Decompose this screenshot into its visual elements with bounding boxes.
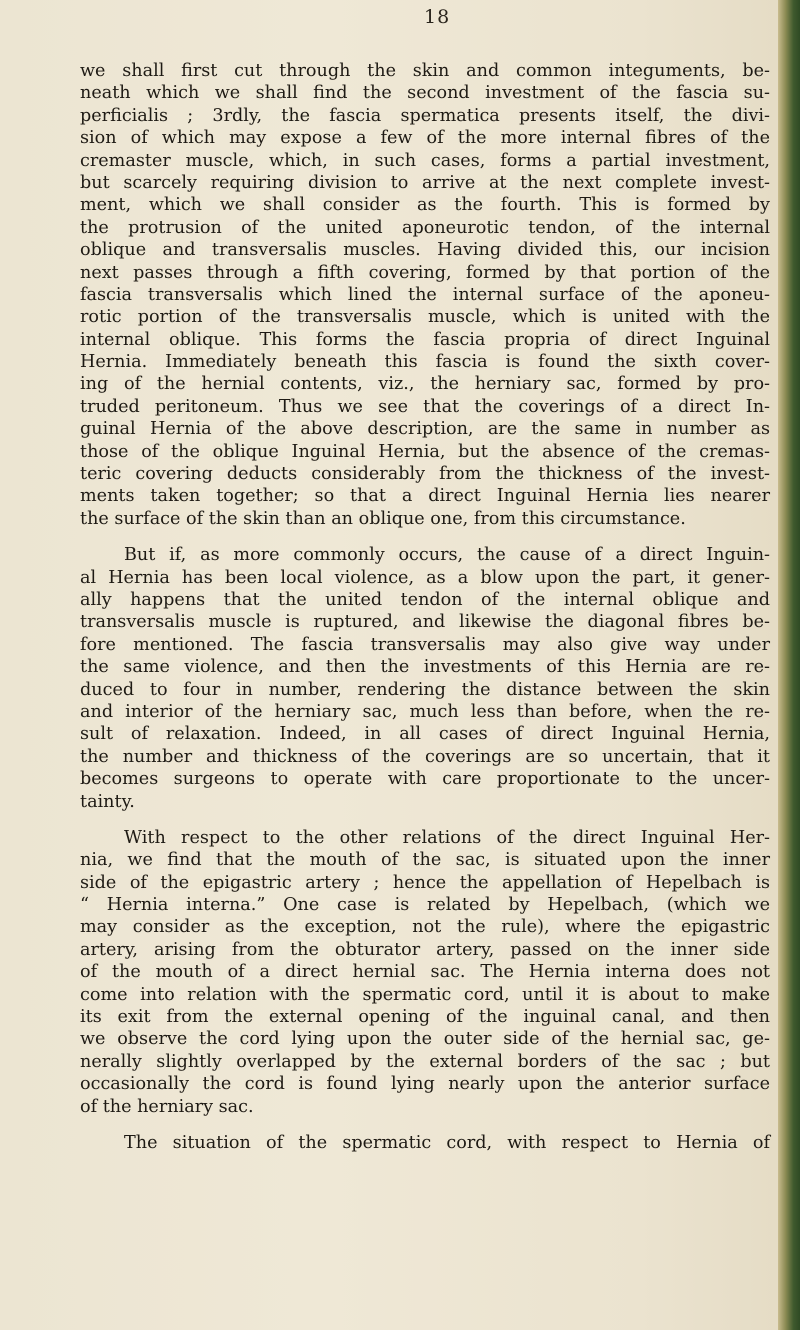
text-line: Hernia. Immediately beneath this fascia is found the sixth cover-	[80, 352, 770, 373]
text-line: With respect to the other relations of the direct Inguinal Her-	[124, 827, 770, 848]
text-line: and interior of the herniary sac, much less than before, when the re-	[80, 701, 770, 722]
paragraph-3	[80, 827, 770, 1118]
text-line: side of the epigastric artery ; hence the appellation of Hepelbach is	[80, 872, 770, 893]
text-line: transversalis muscle is ruptured, and likewise the diagonal fibres be-	[80, 612, 770, 633]
text-line: we observe the cord lying upon the outer side of the hernial sac, ge-	[80, 1029, 770, 1050]
text-line: oblique and transversalis muscles. Having divided this, our incision	[80, 240, 770, 261]
text-line: the same violence, and then the investments of this Hernia are re-	[80, 657, 770, 678]
text-line: neath which we shall find the second investment of the fascia su-	[80, 83, 770, 104]
text-line: ing of the hernial contents, viz., the herniary sac, formed by pro-	[80, 374, 770, 395]
paragraph-2	[80, 544, 770, 813]
text-line: its exit from the external opening of the inguinal canal, and then	[80, 1007, 770, 1028]
text-line: fore mentioned. The fascia transversalis may also give way under	[80, 634, 770, 655]
paragraph-4	[80, 1132, 770, 1154]
text-line: ment, which we shall consider as the fourth. This is formed by	[80, 195, 770, 216]
text-line: sult of relaxation. Indeed, in all cases of direct Inguinal Hernia,	[80, 724, 770, 745]
text-line: teric covering deducts considerably from the thickness of the invest-	[80, 464, 770, 485]
page-number: 18	[424, 6, 451, 28]
text-line: of the herniary sac.	[80, 1096, 254, 1117]
text-line: next passes through a fifth covering, formed by that portion of the	[80, 262, 770, 283]
text-line: rotic portion of the transversalis muscle, which is united with the	[80, 307, 770, 328]
paragraph-1	[80, 60, 770, 530]
text-line: we shall first cut through the skin and common integuments, be-	[80, 61, 770, 81]
text-line: The situation of the spermatic cord, with respect to Hernia of	[124, 1132, 770, 1153]
text-line: tainty.	[80, 791, 135, 812]
text-line: nerally slightly overlapped by the external borders of the sac ; but	[80, 1051, 770, 1072]
text-line: nia, we find that the mouth of the sac, is situated upon the inner	[80, 850, 770, 871]
text-line: guinal Hernia of the above description, are the same in number as	[80, 419, 770, 440]
body-text	[80, 60, 770, 1154]
text-line: perficialis ; 3rdly, the fascia spermatica presents itself, the divi-	[80, 105, 770, 126]
text-line: becomes surgeons to operate with care proportionate to the uncer-	[80, 769, 770, 790]
text-line: artery, arising from the obturator artery, passed on the inner side	[80, 939, 770, 960]
text-line: but scarcely requiring division to arrive at the next complete invest-	[80, 172, 770, 193]
text-line: ally happens that the united tendon of the internal oblique and	[80, 589, 770, 610]
text-line: may consider as the exception, not the rule), where the epigastric	[80, 917, 770, 938]
text-line: ments taken together; so that a direct Inguinal Hernia lies nearer	[80, 486, 770, 507]
text-line: fascia transversalis which lined the internal surface of the aponeu-	[80, 284, 770, 305]
text-line: the protrusion of the united aponeurotic tendon, of the internal	[80, 217, 770, 238]
text-line: the surface of the skin than an oblique one, from this circumstance.	[80, 508, 686, 529]
text-line: cremaster muscle, which, in such cases, forms a partial investment,	[80, 150, 770, 171]
text-line: sion of which may expose a few of the more internal fibres of the	[80, 128, 770, 149]
text-line: the number and thickness of the coverings are so uncertain, that it	[80, 746, 770, 767]
text-line: of the mouth of a direct hernial sac. The Hernia interna does not	[80, 962, 770, 983]
text-line: But if, as more commonly occurs, the cause of a direct Inguin-	[124, 545, 770, 566]
text-line: those of the oblique Inguinal Hernia, but the absence of the cremas-	[80, 441, 770, 462]
text-line: occasionally the cord is found lying nearly upon the anterior surface	[80, 1074, 770, 1095]
text-line: internal oblique. This forms the fascia propria of direct Inguinal	[80, 329, 770, 350]
text-line: al Hernia has been local violence, as a blow upon the part, it gener-	[80, 567, 770, 588]
text-line: come into relation with the spermatic cord, until it is about to make	[80, 984, 770, 1005]
page-binding-edge	[778, 0, 800, 1330]
text-line: truded peritoneum. Thus we see that the coverings of a direct In-	[80, 396, 770, 417]
text-line: “ Hernia interna.” One case is related by Hepelbach, (which we	[80, 895, 770, 916]
text-line: duced to four in number, rendering the distance between the skin	[80, 679, 770, 700]
